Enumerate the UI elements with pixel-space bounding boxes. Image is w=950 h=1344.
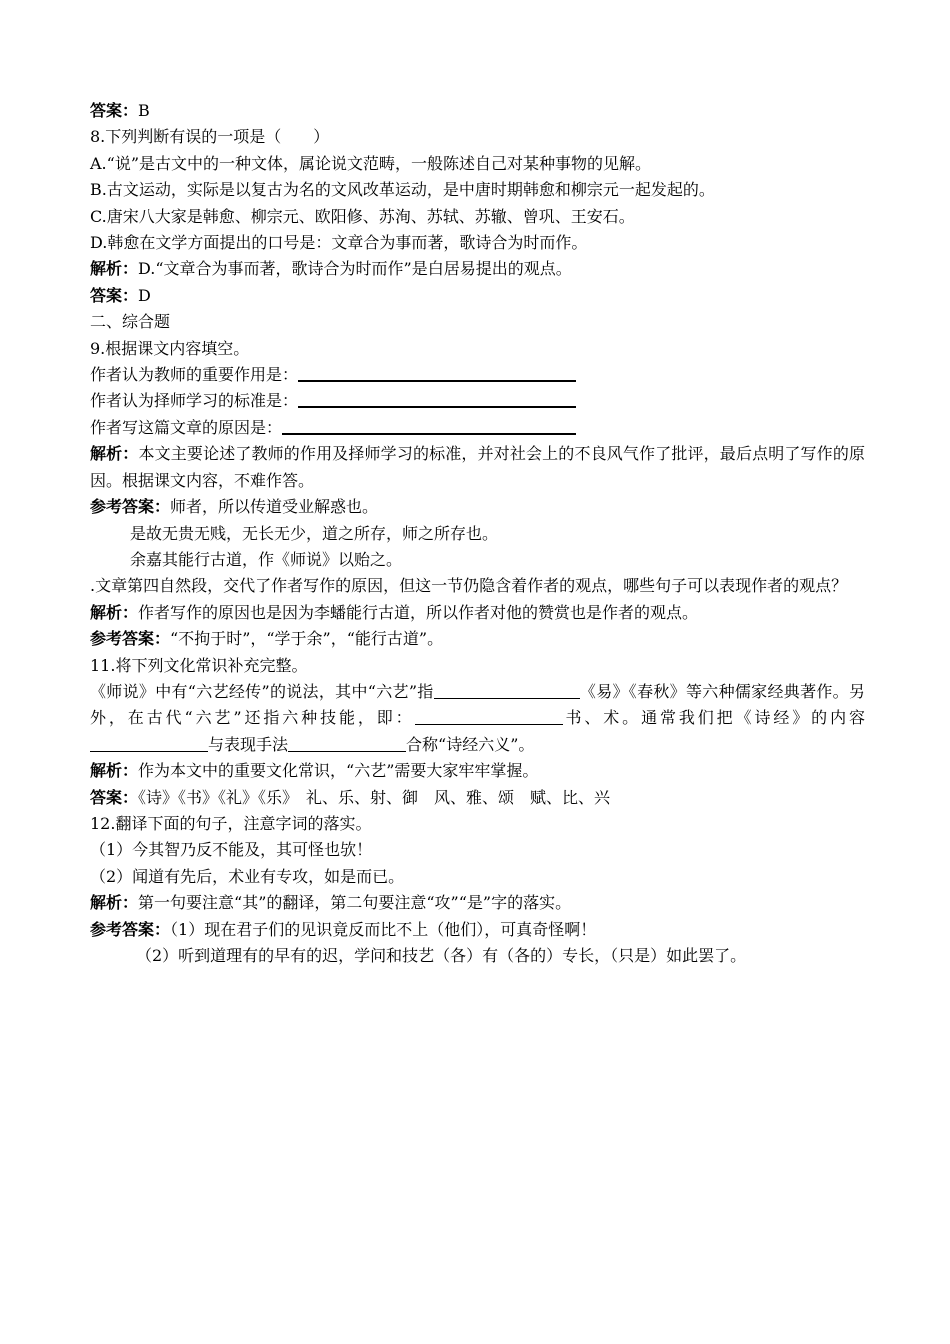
option-c: C.唐宋八大家是韩愈、柳宗元、欧阳修、苏洵、苏轼、苏辙、曾巩、王安石。 <box>90 206 635 226</box>
question-11-body <box>90 679 865 758</box>
reference-line-2: （2）听到道理有的早有的迟，学问和技艺（各）有（各的）专长，（只是）如此罢了。 <box>136 946 747 965</box>
analysis-label: 解析： <box>90 444 139 464</box>
fill-line-c <box>90 415 865 441</box>
analysis-text: 本文主要论述了教师的作用及择师学习的标准，并对社会上的不良风气作了批评，最后点明了写作的原因。根据课文内容，不难作答。 <box>90 444 865 490</box>
reference-label: 参考答案： <box>90 629 171 649</box>
answer-text: 《诗》《书》《礼》《乐》 礼、乐、射、御 风、雅、颂 赋、比、兴 <box>138 787 611 807</box>
text-segment: 合称“诗经六义”。 <box>406 734 535 754</box>
reference-answer-10 <box>90 626 865 652</box>
question-8: 8.下列判断有误的一项是（ ） <box>90 127 330 147</box>
analysis-label: 解析： <box>90 893 139 913</box>
analysis-label: 解析： <box>90 602 139 622</box>
analysis-label: 解析： <box>90 761 139 781</box>
question-10: .文章第四自然段，交代了作者写作的原因，但这一节仍隐含着作者的观点，哪些句子可以表现作者的观点？ <box>90 576 848 596</box>
text-segment: 《易》《春秋》等六种儒家经典著作。另外，在古代“六艺”还指六种技能，即： <box>90 681 865 728</box>
option-a: A.“说”是古文中的一种文体，属论说文范畴，一般陈述自己对某种事物的见解。 <box>90 153 652 173</box>
answer-label: 答案： <box>90 787 139 807</box>
reference-answer-9 <box>90 494 865 520</box>
answer-blank <box>298 390 576 408</box>
question-12: 12.翻译下面的句子，注意字词的落实。 <box>90 813 372 833</box>
text-segment: 《师说》中有“六艺经传”的说法，其中“六艺”指 <box>90 681 434 701</box>
document-page <box>90 98 865 969</box>
sentence-1: （1）今其智乃反不能及，其可怪也欤！ <box>90 840 373 860</box>
answer-11 <box>90 785 865 811</box>
analysis-9 <box>90 441 865 494</box>
sentence-2: （2）闻道有先后，术业有专攻，如是而已。 <box>90 866 405 886</box>
analysis-text: 作者写作的原因也是因为李蟠能行古道，所以作者对他的赞赏也是作者的观点。 <box>138 602 699 622</box>
analysis-text: 作为本文中的重要文化常识，“六艺”需要大家牢牢掌握。 <box>138 761 539 781</box>
analysis-text: 第一句要注意“其”的翻译，第二句要注意“攻”“是”字的落实。 <box>138 893 572 913</box>
fill-line-a <box>90 362 865 388</box>
analysis-label: 解析： <box>90 259 139 279</box>
answer-8 <box>90 283 865 309</box>
analysis-text: D.“文章合为事而著，歌诗合为时而作”是白居易提出的观点。 <box>138 259 572 279</box>
text-segment: 与表现手法 <box>208 734 289 754</box>
fill-prompt: 作者认为择师学习的标准是： <box>90 391 299 411</box>
answer-blank <box>298 364 576 382</box>
answer-blank <box>282 417 576 435</box>
fill-prompt: 作者认为教师的重要作用是： <box>90 365 299 385</box>
reference-line-2: 是故无贵无贱，无长无少，道之所存，师之所存也。 <box>130 523 499 543</box>
reference-label: 参考答案： <box>90 497 171 517</box>
answer-text: B <box>138 101 150 120</box>
reference-line-3: 余嘉其能行古道，作《师说》以贻之。 <box>130 549 403 569</box>
fill-line-b <box>90 388 865 414</box>
option-d: D.韩愈在文学方面提出的口号是：文章合为事而著，歌诗合为时而作。 <box>90 233 588 253</box>
answer-blank <box>415 708 563 725</box>
fill-prompt: 作者写这篇文章的原因是： <box>90 417 283 437</box>
analysis-12 <box>90 890 865 916</box>
answer-label: 答案： <box>90 101 139 120</box>
analysis-11 <box>90 758 865 784</box>
answer-line-7 <box>90 98 865 124</box>
question-9: 9.根据课文内容填空。 <box>90 338 250 358</box>
answer-label: 答案： <box>90 285 139 305</box>
answer-blank <box>434 682 580 699</box>
reference-answer-12 <box>90 917 865 943</box>
answer-text: D <box>138 285 151 305</box>
section-heading: 二、综合题 <box>90 312 171 332</box>
answer-blank <box>90 735 208 752</box>
reference-label: 参考答案： <box>90 919 171 939</box>
option-b: B.古文运动，实际是以复古为名的文风改革运动，是中唐时期韩愈和柳宗元一起发起的。 <box>90 180 715 200</box>
text-segment: 书、术。通常我们把《诗经》的内容 <box>562 708 865 728</box>
reference-text: 师者，所以传道受业解惑也。 <box>170 497 379 517</box>
question-11: 11.将下列文化常识补充完整。 <box>90 655 308 675</box>
reference-text: （1）现在君子们的见识竟反而比不上（他们），可真奇怪啊！ <box>170 919 597 939</box>
analysis-10 <box>90 600 865 626</box>
reference-text: “不拘于时”，“学于余”，“能行古道”。 <box>170 629 444 649</box>
answer-blank <box>288 735 406 752</box>
analysis-8 <box>90 256 865 282</box>
